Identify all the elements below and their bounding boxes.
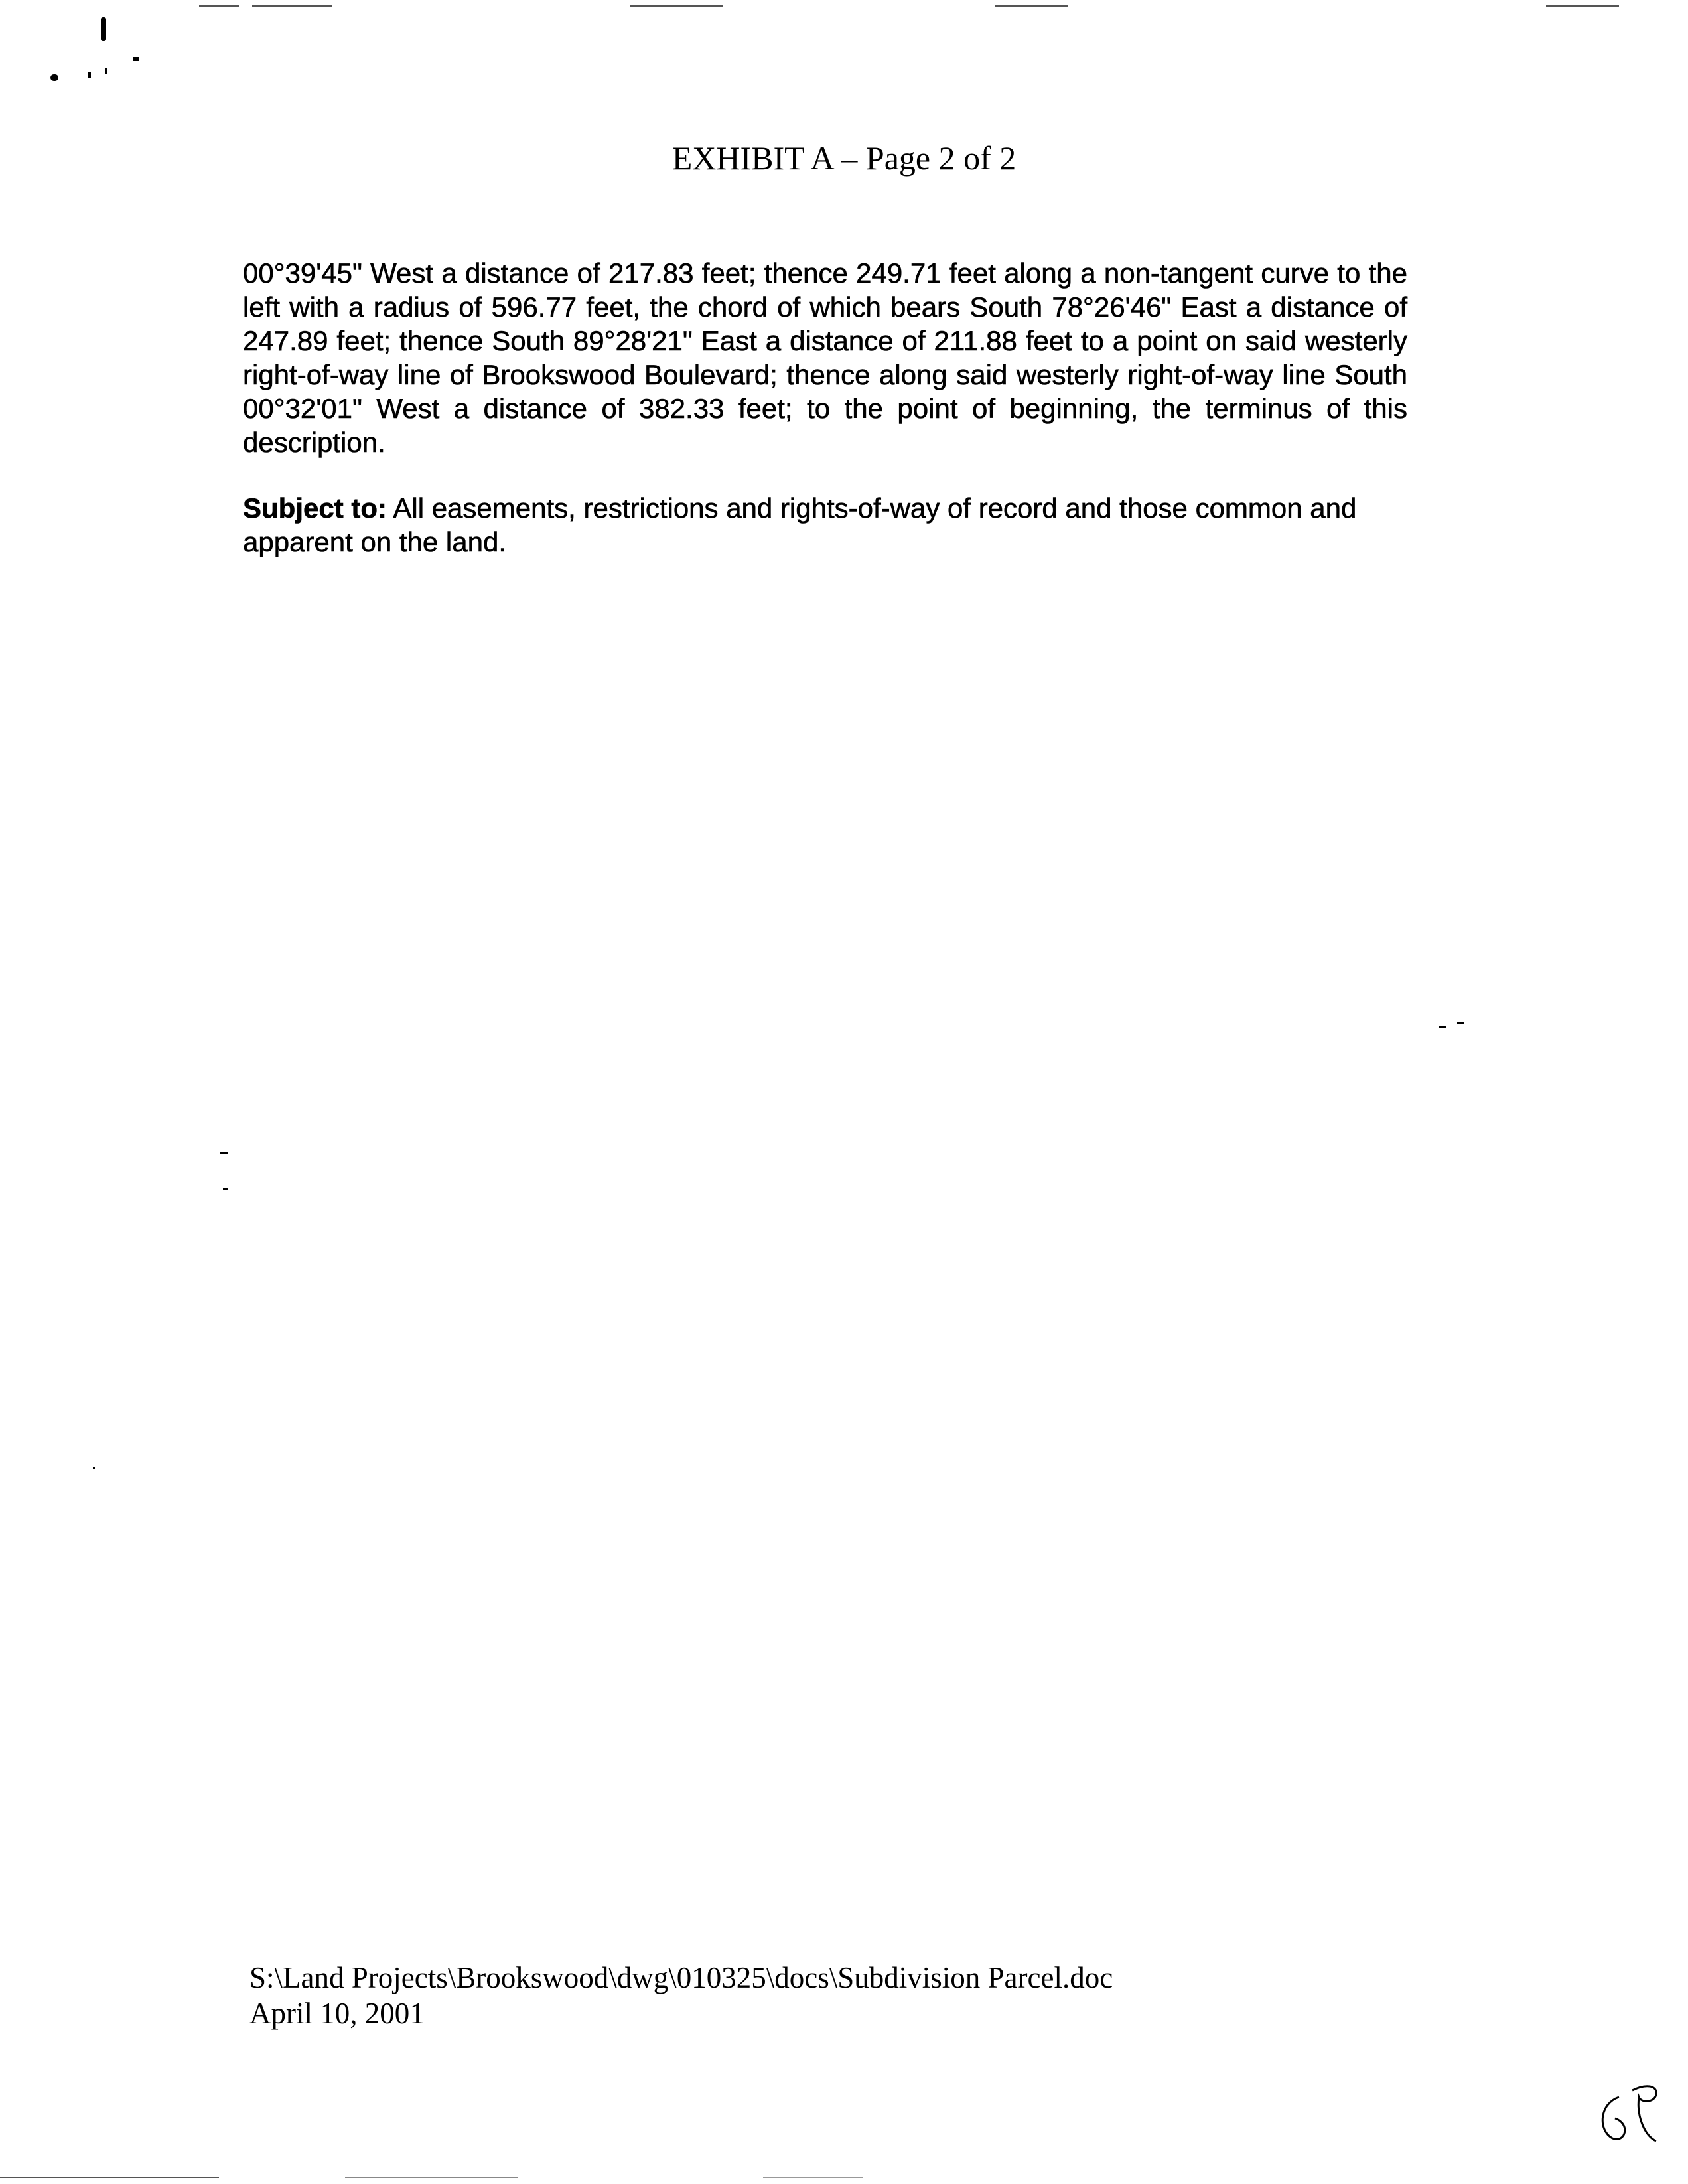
handwritten-initials-icon (1592, 2077, 1672, 2150)
scan-speck (223, 1188, 228, 1190)
subject-to-text: All easements, restrictions and rights-of-way of record and those common and apparent on the land. (243, 492, 1357, 557)
document-date: April 10, 2001 (249, 1997, 425, 2030)
page-title: EXHIBIT A – Page 2 of 2 (671, 139, 1017, 177)
scan-speck (101, 17, 106, 41)
scan-speck (105, 68, 107, 74)
subject-to-clause (243, 491, 1407, 559)
scan-speck (220, 1152, 228, 1154)
scan-artifact-top (199, 5, 239, 7)
scan-artifact-bottom (763, 2177, 863, 2178)
scan-artifact-bottom (345, 2177, 518, 2178)
scan-artifact-top (630, 5, 723, 7)
subject-to-label: Subject to: (243, 492, 387, 524)
scan-speck (133, 57, 139, 61)
scan-artifact-top (252, 5, 332, 7)
file-path: S:\Land Projects\Brookswood\dwg\010325\docs\Subdivision Parcel.doc (249, 1961, 1113, 1994)
scan-speck (1439, 1026, 1446, 1028)
scan-artifact-top (1546, 5, 1619, 7)
scan-speck (88, 72, 91, 78)
scan-speck (50, 74, 58, 81)
legal-description: 00°39'45" West a distance of 217.83 feet; thence 249.71 feet along a non-tangent curve to the left with a radius of 596.77 feet, the chord of which bears South 78°26'46" East a distance of 247.89 feet; thence South 89°28'21" East a distance of 211.88 feet to a point on said westerly right-of-way line of Brookswood Boulevard; thence along said westerly right-of-way line South 00°32'01" West a distance of 382.33 feet; to the point of beginning, the terminus of this description. (243, 257, 1407, 458)
scan-artifact-top (995, 5, 1068, 7)
scan-speck (1457, 1022, 1464, 1024)
scan-speck (93, 1467, 95, 1469)
scan-artifact-bottom (0, 2177, 219, 2178)
